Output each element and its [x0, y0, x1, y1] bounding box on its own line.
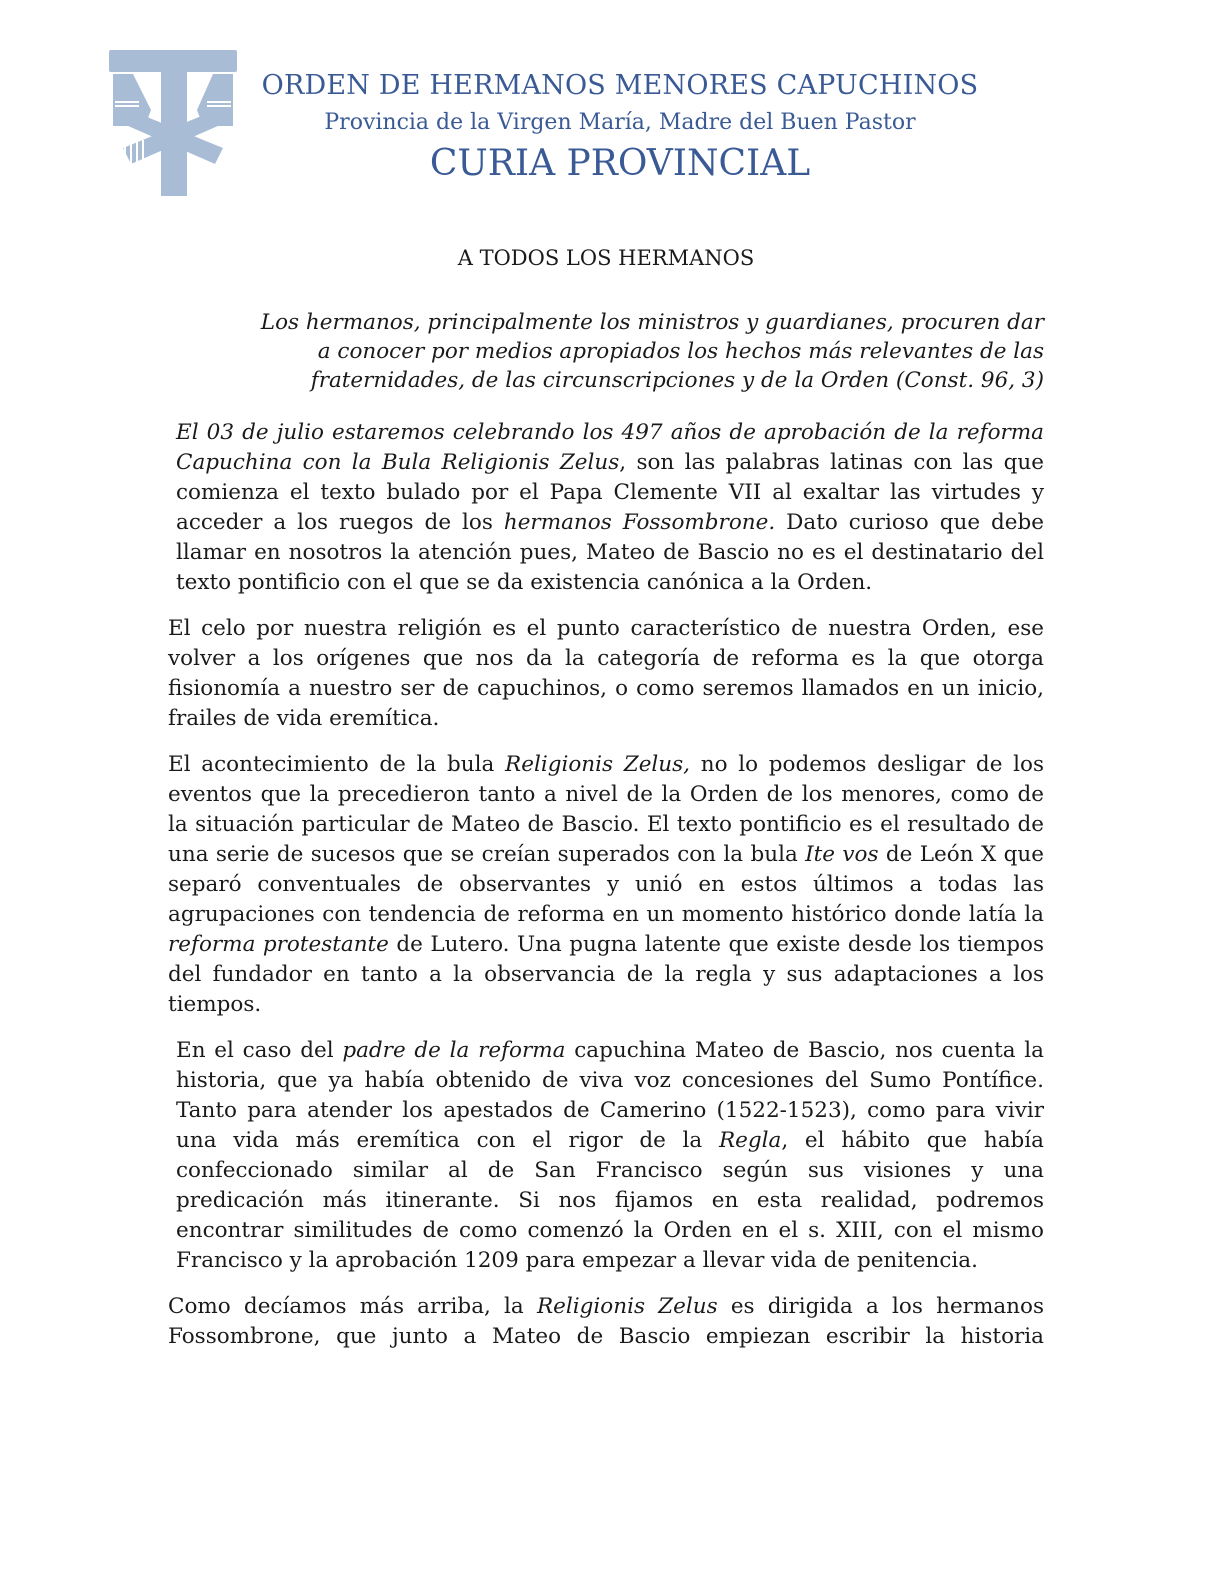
paragraph-text: , son las palabras latinas con las que comienza el texto bulado por el Papa Clemente VII al exaltar las virtudes y acceder a los ruegos de los — [176, 450, 1044, 535]
paragraph-text: El acontecimiento de la bula — [168, 752, 506, 777]
paragraph-2: El celo por nuestra religión es el punto característico de nuestra Orden, ese volver a los orígenes que nos da la categoría de reforma es la que otorga fisionomía a nuestro ser de capuchinos, o como seremos llamados en un inicio, frailes de vida eremítica. — [168, 616, 1044, 731]
paragraph-text: Dato curioso que debe llamar en nosotros la atención pues, Mateo de Bascio no es el destinatario del texto pontificio con el que se da existencia canónica a la Orden. — [176, 510, 1045, 595]
recipient-heading: A TODOS LOS HERMANOS — [457, 246, 755, 270]
paragraph-text: es dirigida a los hermanos Fossombrone, que junto a Mateo de Bascio empiezan escribir la historia — [168, 1294, 1044, 1349]
italic-text: Regla — [718, 1128, 782, 1153]
letter-body — [168, 418, 1044, 1368]
province-name: Provincia de la Virgen María, Madre del Buen Pastor — [324, 110, 916, 135]
paragraph-text: de Lutero. Una pugna latente que existe desde los tiempos del fundador en tanto a la observancia de la regla y sus adaptaciones a los tiempos. — [168, 932, 1044, 1017]
paragraph-text: Como decíamos más arriba, la — [168, 1294, 537, 1319]
paragraph-5 — [168, 1292, 1044, 1352]
paragraph-4 — [168, 1036, 1044, 1276]
italic-text: Religionis Zelus — [536, 1294, 718, 1319]
order-name: ORDEN DE HERMANOS MENORES CAPUCHINOS — [261, 70, 979, 101]
paragraph-text: de León X que separó conventuales de observantes y unió en estos últimos a todas las agrupaciones con tendencia de reforma en un momento histórico donde latía la — [168, 842, 1044, 927]
curia-title: CURIA PROVINCIAL — [429, 143, 811, 184]
epigraph-line: a conocer por medios apropiados los hechos más relevantes de las — [317, 339, 1044, 364]
paragraph-text: En el caso del — [176, 1038, 343, 1063]
paragraph-3 — [168, 750, 1044, 1020]
franciscan-tau-cross-icon — [105, 48, 241, 198]
epigraph-line: Los hermanos, principalmente los ministros y guardianes, procuren dar — [260, 310, 1044, 335]
italic-text: hermanos Fossombrone. — [503, 510, 776, 535]
epigraph-quote — [186, 308, 1044, 395]
paragraph-1 — [168, 418, 1044, 598]
italic-text: Ite vos — [805, 842, 879, 867]
italic-text: El 03 de julio estaremos celebrando los 497 años de aprobación de la reforma Capuchina con la Bula Religionis Zelus — [176, 420, 1044, 475]
paragraph-text: no lo podemos desligar de los eventos que la precedieron tanto a nivel de la Orden de los menores, como de la situación particular de Mateo de Bascio. El texto pontificio es el resultado de una serie de sucesos que se creían superados con la bula — [168, 752, 1044, 867]
epigraph-line: fraternidades, de las circunscripciones y de la Orden (Const. 96, 3) — [310, 368, 1044, 393]
italic-text: reforma protestante — [168, 932, 389, 957]
italic-text: padre de la reforma — [342, 1038, 566, 1063]
italic-text: Religionis Zelus, — [505, 752, 691, 777]
paragraph-text: , el hábito que había confeccionado similar al de San Francisco según sus visiones y una predicación más itinerante. Si nos fijamos en esta realidad, podremos encontrar similitudes de como comenzó la Orden en el s. XIII, con el mismo Francisco y la aprobación 1209 para empezar a llevar vida de penitencia. — [176, 1128, 1044, 1273]
paragraph-text: capuchina Mateo de Bascio, nos cuenta la historia, que ya había obtenido de viva voz concesiones del Sumo Pontífice. Tanto para atender los apestados de Camerino (1522-1523), como para vivir una vida más eremítica con el rigor de la — [176, 1038, 1044, 1153]
